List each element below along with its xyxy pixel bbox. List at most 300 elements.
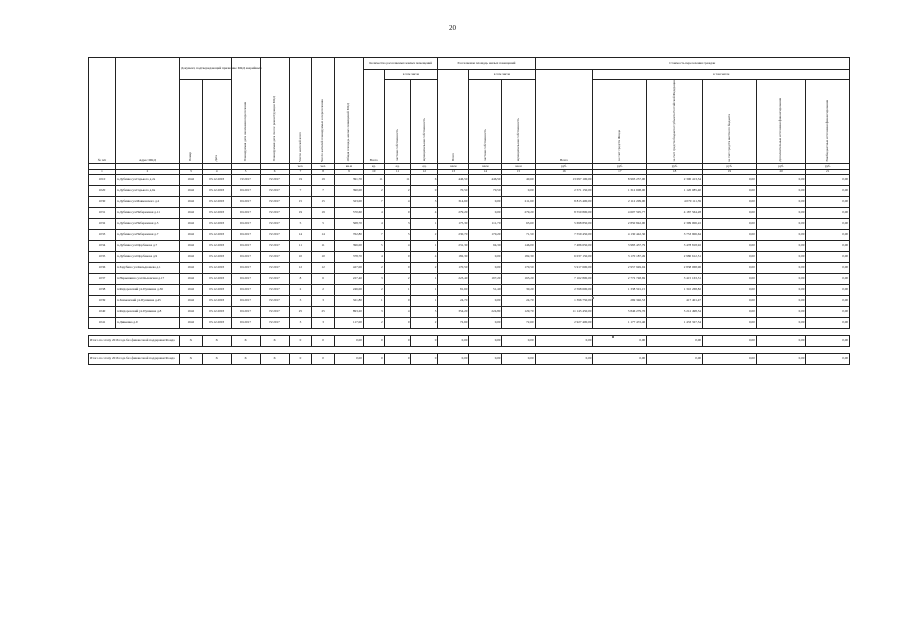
table-cell: 12 xyxy=(289,262,312,273)
table-cell: 11 145 450,00 xyxy=(535,306,593,317)
table-cell: IV.2017 xyxy=(260,251,289,262)
table-cell: 170,50 xyxy=(502,262,535,273)
table-cell: 0 xyxy=(384,251,411,262)
totals-cell: 0,00 xyxy=(647,335,703,346)
table-cell: 72,60 xyxy=(502,317,535,328)
table-cell: 19 xyxy=(312,207,335,218)
table-cell: 1 xyxy=(411,240,438,251)
table-cell: 0,00 xyxy=(756,185,806,196)
column-number-cell: 4 xyxy=(202,169,231,174)
table-cell: 11 xyxy=(384,174,411,185)
table-cell: IV.2017 xyxy=(260,273,289,284)
table-row xyxy=(89,218,850,229)
header-area-incl: в том числе xyxy=(469,70,535,80)
unit-cell: руб. xyxy=(756,163,806,169)
table-row xyxy=(89,284,850,295)
table-cell: III.2017 xyxy=(231,317,260,328)
table-cell: 0,00 xyxy=(806,229,850,240)
address-cell: п.Дубинка ул.Горького д.2а xyxy=(115,174,179,185)
unit-cell: ед. xyxy=(411,163,438,169)
table-cell: 2 927 400,00 xyxy=(535,317,593,328)
table-cell: 03.12.2003 xyxy=(202,262,231,273)
table-cell: 0,00 xyxy=(806,306,850,317)
address-cell: п.Фёдоровский ул.Пушкина д.8 xyxy=(115,306,179,317)
table-cell: 321,80 xyxy=(335,295,364,306)
table-cell: 03.12.2003 xyxy=(202,317,231,328)
table-cell: 1 312 608,00 xyxy=(593,185,647,196)
table-cell: 446,50 xyxy=(438,174,469,185)
totals-cell: 0,00 xyxy=(593,335,647,346)
totals-cell: X xyxy=(202,353,231,364)
table-cell: 2 399 006,22 xyxy=(647,218,703,229)
table-cell: 1037 xyxy=(89,273,116,284)
table-cell: IV.2017 xyxy=(260,196,289,207)
table-cell: 5 846 279,76 xyxy=(593,306,647,317)
totals-cell: 0 xyxy=(411,335,438,346)
table-cell: 2 571 150,00 xyxy=(535,185,593,196)
table-cell: 893,20 xyxy=(335,306,364,317)
table-cell: 1642 xyxy=(179,284,202,295)
table-cell: 03.12.2003 xyxy=(202,174,231,185)
totals-cell: 0 xyxy=(312,335,335,346)
header-area-municipal: муниципальная собственность xyxy=(502,80,535,164)
table-cell: 2 xyxy=(363,262,384,273)
address-cell: п.Дубинка ул.Щорбакова д.7 xyxy=(115,240,179,251)
table-cell: 94,30 xyxy=(469,240,502,251)
table-cell: 3 xyxy=(411,196,438,207)
table-cell: 3 xyxy=(363,306,384,317)
table-cell: 1642 xyxy=(179,306,202,317)
totals-cell: 0 xyxy=(411,353,438,364)
totals-cell: X xyxy=(202,335,231,346)
header-rooms-private: частная собственность xyxy=(384,80,411,164)
table-cell: 170,50 xyxy=(438,262,469,273)
table-cell: 0,00 xyxy=(502,185,535,196)
table-cell: 417 401,47 xyxy=(647,295,703,306)
table-row xyxy=(89,185,850,196)
table-cell: 1010 xyxy=(89,174,116,185)
table-cell: III.2017 xyxy=(231,196,260,207)
table-cell: 269 346,53 xyxy=(593,295,647,306)
table-cell: III.2017 xyxy=(231,218,260,229)
table-cell: 2 300 413,54 xyxy=(647,174,703,185)
table-cell: 1 xyxy=(411,295,438,306)
separator-line xyxy=(335,317,491,318)
table-cell: 2 598 600,00 xyxy=(535,284,593,295)
table-cell: 03.12.2003 xyxy=(202,185,231,196)
column-number-cell: 16 xyxy=(535,169,593,174)
column-number-cell: 18 xyxy=(647,169,703,174)
table-row xyxy=(89,229,850,240)
table-cell: 3 xyxy=(384,218,411,229)
table-cell: 1642 xyxy=(179,174,202,185)
table-cell: 1032 xyxy=(89,218,116,229)
table-cell: 1 xyxy=(363,295,384,306)
table-row xyxy=(89,240,850,251)
spacer-row xyxy=(89,328,850,335)
header-doc-date: Дата xyxy=(202,80,231,164)
totals-cell: 0 xyxy=(384,353,411,364)
table-cell: 1 177 472,46 xyxy=(593,317,647,328)
totals-cell: 0 xyxy=(363,335,384,346)
table-cell: 3 xyxy=(289,295,312,306)
column-number-cell: 2 xyxy=(115,169,179,174)
table-cell: 224,80 xyxy=(469,306,502,317)
table-cell: 230,70 xyxy=(438,229,469,240)
table-cell: 4 xyxy=(384,196,411,207)
table-cell: 1 xyxy=(411,273,438,284)
table-cell: 1 xyxy=(411,218,438,229)
table-cell: 7 xyxy=(312,185,335,196)
table-cell: 0,00 xyxy=(703,295,757,306)
header-cost-rf: за счет средств бюджета Субъекта Российской Федерации xyxy=(647,80,703,164)
table-cell: 7 xyxy=(289,185,312,196)
table-cell: 3 478 818,92 xyxy=(647,240,703,251)
table-cell: 70,50 xyxy=(469,185,502,196)
table-cell: 0,00 xyxy=(703,207,757,218)
unit-cell: кв.м xyxy=(502,163,535,169)
column-number-cell: 14 xyxy=(469,169,502,174)
table-cell: 19 xyxy=(289,174,312,185)
table-cell: 1 310 268,82 xyxy=(647,284,703,295)
totals-cell: 0,00 xyxy=(469,335,502,346)
table-cell: 0,00 xyxy=(806,218,850,229)
table-cell: 7 486 650,00 xyxy=(535,240,593,251)
table-cell: 1036 xyxy=(89,262,116,273)
table-cell: 5 xyxy=(363,240,384,251)
table-cell: 03.12.2003 xyxy=(202,251,231,262)
totals-cell: X xyxy=(231,335,260,346)
table-row xyxy=(89,306,850,317)
table-cell: 2 112 209,00 xyxy=(593,196,647,207)
header-planned-demolition: Планируемая дата сноса/ реконструкции МКД xyxy=(260,58,289,164)
header-cost-fund: за счет средств Фонда xyxy=(593,80,647,164)
table-cell: 4 xyxy=(411,207,438,218)
totals-cell: 0 xyxy=(312,353,335,364)
address-cell: п.Зарубино ул.Кильдюшева д.1 xyxy=(115,262,179,273)
table-cell: 2 xyxy=(411,262,438,273)
totals-cell: 0 xyxy=(384,335,411,346)
table-cell: 4 xyxy=(411,251,438,262)
table-cell: 6 xyxy=(411,174,438,185)
table-cell: 4 xyxy=(384,306,411,317)
table-cell: IV.2017 xyxy=(260,218,289,229)
unit-cell: руб. xyxy=(806,163,850,169)
table-cell: 0,00 xyxy=(806,174,850,185)
table-cell: 3 xyxy=(312,317,335,328)
table-cell: 1041 xyxy=(89,317,116,328)
address-cell: п.Нарышкино ул.Ольховская д.17 xyxy=(115,273,179,284)
table-cell: 15 xyxy=(289,196,312,207)
table-cell: 0,00 xyxy=(469,317,502,328)
table-cell: 19 xyxy=(312,174,335,185)
table-cell: 227,40 xyxy=(335,273,364,284)
table-cell: 8 815 400,00 xyxy=(535,196,593,207)
table-cell: 1642 xyxy=(179,229,202,240)
column-number-cell: 17 xyxy=(593,169,647,174)
totals-cell: 0,00 xyxy=(703,353,757,364)
table-cell: III.2017 xyxy=(231,240,260,251)
table-cell: 182,30 xyxy=(438,251,469,262)
header-cost-local: за счет средств местного бюджета xyxy=(703,80,757,164)
table-cell: 314,60 xyxy=(438,196,469,207)
table-cell: IV.2017 xyxy=(260,317,289,328)
table-cell: IV.2017 xyxy=(260,295,289,306)
address-cell: п.Дивеевка д.9 xyxy=(115,317,179,328)
table-cell: 2 957 949,04 xyxy=(593,262,647,273)
table-cell: IV.2017 xyxy=(231,174,260,185)
table-cell: 03.12.2003 xyxy=(202,207,231,218)
column-number-cell: 21 xyxy=(806,169,850,174)
totals-cell: 0,00 xyxy=(502,335,535,346)
table-cell: IV.2017 xyxy=(260,262,289,273)
table-cell: IV.2017 xyxy=(260,240,289,251)
table-cell: 0,00 xyxy=(756,218,806,229)
table-cell: 4 130 442,36 xyxy=(593,229,647,240)
header-total-area: Общая площадь жилых помещений МКД xyxy=(335,58,364,164)
table-cell: 0,00 xyxy=(806,196,850,207)
table-cell: 5 xyxy=(289,218,312,229)
table-cell: III.2017 xyxy=(231,229,260,240)
table-cell: 14 xyxy=(289,229,312,240)
table-cell: 0 xyxy=(384,207,411,218)
header-rooms-group: Количество расселяемых жилых помещений xyxy=(363,58,437,70)
header-residents-to-relocate: Число жителей планируемых к переселению xyxy=(312,58,335,164)
totals-cell: 0,00 xyxy=(535,353,593,364)
spacer-row xyxy=(89,346,850,353)
header-cost-other: Внебюджетные источники финансирования xyxy=(806,80,850,164)
table-cell: 8 550 800,00 xyxy=(535,207,593,218)
table-cell: 0,00 xyxy=(756,295,806,306)
table-cell: 0,00 xyxy=(703,218,757,229)
column-number-cell: 10 xyxy=(363,169,384,174)
table-cell: 427,00 xyxy=(335,262,364,273)
table-cell: 0,00 xyxy=(469,295,502,306)
totals-cell: 0 xyxy=(289,335,312,346)
totals-cell: 0,00 xyxy=(335,335,364,346)
table-cell: 1642 xyxy=(179,240,202,251)
table-cell: 03.12.2003 xyxy=(202,295,231,306)
table-cell: 0,00 xyxy=(703,306,757,317)
table-row xyxy=(89,273,850,284)
table-cell: 25 xyxy=(289,306,312,317)
totals-cell: 0,00 xyxy=(469,353,502,364)
table-cell: 1642 xyxy=(179,207,202,218)
table-row xyxy=(89,251,850,262)
column-number-cell: 12 xyxy=(411,169,438,174)
table-cell: 1642 xyxy=(179,185,202,196)
table-cell: 5 xyxy=(312,218,335,229)
table-cell: 24,70 xyxy=(502,295,535,306)
table-cell: 1 xyxy=(411,284,438,295)
unit-cell: ед. xyxy=(363,163,384,169)
totals-label: Итого по этапу 2016 года без финансовой поддержки Фонда xyxy=(89,353,180,364)
unit-cell: руб. xyxy=(535,163,593,169)
table-cell: 0,00 xyxy=(806,295,850,306)
spacer-cell xyxy=(89,328,850,335)
table-cell: 24,70 xyxy=(438,295,469,306)
table-cell: 279,20 xyxy=(438,207,469,218)
table-cell: 129,70 xyxy=(502,306,535,317)
table-cell: 2 xyxy=(363,317,384,328)
totals-cell: 0,00 xyxy=(806,353,850,364)
column-number-cell: 20 xyxy=(756,169,806,174)
table-cell: 0,00 xyxy=(703,185,757,196)
table-cell: 4 070 111,39 xyxy=(647,196,703,207)
address-cell: п.Дубинка ул.Горького д.6а xyxy=(115,185,179,196)
totals-cell: 0 xyxy=(289,353,312,364)
unit-cell: чел. xyxy=(312,163,335,169)
table-cell: 4 xyxy=(384,240,411,251)
table-cell: 2 xyxy=(363,185,384,196)
table-cell: 0,00 xyxy=(806,185,850,196)
table-cell: 223,40 xyxy=(438,273,469,284)
table-cell: 70,50 xyxy=(438,185,469,196)
table-cell: 4 607 595,77 xyxy=(593,207,647,218)
table-cell: 1642 xyxy=(179,317,202,328)
table-cell: 1033 xyxy=(89,229,116,240)
table-cell: 40,60 xyxy=(502,174,535,185)
header-rooms-incl: в том числе xyxy=(384,70,438,80)
totals-row xyxy=(89,335,850,346)
column-number-cell: 3 xyxy=(179,169,202,174)
totals-cell: 0,00 xyxy=(438,335,469,346)
table-cell: 10 xyxy=(289,251,312,262)
table-cell: 0,00 xyxy=(756,240,806,251)
table-cell: 0,00 xyxy=(756,262,806,273)
table-cell: 6 xyxy=(312,273,335,284)
table-cell: 762,80 xyxy=(335,229,364,240)
header-area-total: Всего xyxy=(438,70,469,164)
table-cell: 0,00 xyxy=(756,317,806,328)
scan-speck xyxy=(592,297,594,299)
table-cell: 3 983 437,79 xyxy=(593,240,647,251)
table-cell: 8 993 257,00 xyxy=(593,174,647,185)
table-cell: 170,20 xyxy=(469,229,502,240)
table-cell: 0,00 xyxy=(703,174,757,185)
table-cell: 0,00 xyxy=(806,240,850,251)
table-cell: 163,20 xyxy=(502,273,535,284)
table-cell: III.2017 xyxy=(231,273,260,284)
header-cost-total: Всего xyxy=(535,70,593,164)
table-cell: 4 xyxy=(363,251,384,262)
table-cell: 5 xyxy=(384,229,411,240)
table-cell: 0,00 xyxy=(703,262,757,273)
table-cell: 1642 xyxy=(179,273,202,284)
table-row xyxy=(89,295,850,306)
totals-cell: 0,00 xyxy=(806,335,850,346)
totals-cell: 0 xyxy=(363,353,384,364)
table-cell: IV.2017 xyxy=(260,185,289,196)
header-doc-number: Номер xyxy=(179,80,202,164)
table-cell: 2 xyxy=(384,273,411,284)
table-cell: 7 xyxy=(363,196,384,207)
table-cell: 246,00 xyxy=(335,284,364,295)
table-cell: 5 917 600,00 xyxy=(535,262,593,273)
table-cell: 0,00 xyxy=(756,251,806,262)
table-cell: 323,00 xyxy=(335,196,364,207)
table-cell: 146,00 xyxy=(502,240,535,251)
table-cell: 03.12.2003 xyxy=(202,306,231,317)
table-cell: 0,00 xyxy=(703,229,757,240)
table-cell: 197,20 xyxy=(469,273,502,284)
table-cell: 1030 xyxy=(89,196,116,207)
address-cell: п.Дубинка ул.Маяковского д.2 xyxy=(115,196,179,207)
table-cell: 378,70 xyxy=(335,251,364,262)
table-cell: 3 xyxy=(363,273,384,284)
table-cell: 0,00 xyxy=(756,284,806,295)
table-cell: 15 xyxy=(312,196,335,207)
table-cell: 1642 xyxy=(179,262,202,273)
table-cell: 3 xyxy=(289,317,312,328)
table-cell: 2 xyxy=(312,284,335,295)
header-rooms-municipal: муниципальная собственность xyxy=(411,80,438,164)
table-cell: 11 xyxy=(289,240,312,251)
table-cell: 03.12.2003 xyxy=(202,273,231,284)
table-cell: 568,70 xyxy=(335,218,364,229)
column-number-cell: 15 xyxy=(502,169,535,174)
page-number: 20 xyxy=(449,24,456,32)
table-cell: 0 xyxy=(384,317,411,328)
table-cell: 111,70 xyxy=(469,218,502,229)
column-number-cell: 5 xyxy=(231,169,260,174)
table-cell: 0,00 xyxy=(703,317,757,328)
address-cell: п.Фёдоровский ул.Пушкина д.36 xyxy=(115,284,179,295)
table-cell: 3 xyxy=(312,295,335,306)
table-cell: III.2017 xyxy=(231,295,260,306)
address-cell: п.Дубинка ул.Набережная д.5 xyxy=(115,218,179,229)
unit-cell: кв.м xyxy=(469,163,502,169)
table-cell: 1642 xyxy=(179,251,202,262)
totals-cell: X xyxy=(260,353,289,364)
table-cell: 1034 xyxy=(89,240,116,251)
table-cell: 2 772 748,69 xyxy=(593,273,647,284)
table-cell: 5 xyxy=(411,306,438,317)
totals-cell: 0,00 xyxy=(438,353,469,364)
table-cell: 6 037 150,00 xyxy=(535,251,593,262)
table-cell: 390,00 xyxy=(335,185,364,196)
table-cell: IV.2017 xyxy=(260,284,289,295)
table-cell: IV.2017 xyxy=(260,229,289,240)
table-cell: 354,20 xyxy=(438,306,469,317)
table-cell: 0,00 xyxy=(469,196,502,207)
table-cell: 0,00 xyxy=(703,273,757,284)
table-cell: 5 212 498,54 xyxy=(647,306,703,317)
header-address: Адрес МКД xyxy=(115,58,179,164)
unit-cell: кв.м xyxy=(335,163,364,169)
table-cell: 7 559 450,00 xyxy=(535,229,593,240)
table-cell: IV.2017 xyxy=(260,207,289,218)
totals-cell: X xyxy=(179,335,202,346)
table-cell: III.2017 xyxy=(231,262,260,273)
table-cell: 25 xyxy=(312,306,335,317)
table-cell: 0,00 xyxy=(703,196,757,207)
table-cell: 211,60 xyxy=(502,196,535,207)
table-cell: IV.2017 xyxy=(260,174,289,185)
table-cell: 1040 xyxy=(89,306,116,317)
table-cell: 0,00 xyxy=(469,207,502,218)
table-cell: 446,50 xyxy=(469,174,502,185)
table-cell: 3 753 906,64 xyxy=(647,229,703,240)
table-cell: 1642 xyxy=(179,196,202,207)
column-number-cell: 19 xyxy=(703,169,757,174)
table-cell: 4 187 564,28 xyxy=(647,207,703,218)
table-cell: 1 xyxy=(384,284,411,295)
address-cell: п.Знаменский ул.Пушкина д.45 xyxy=(115,295,179,306)
header-document-group: Документ, подтверждающий признание МКД аварийным xyxy=(179,58,231,80)
totals-label: Итого по этапу 2016 года без финансовой поддержки Фонда xyxy=(89,335,180,346)
table-cell: 14 xyxy=(312,229,335,240)
